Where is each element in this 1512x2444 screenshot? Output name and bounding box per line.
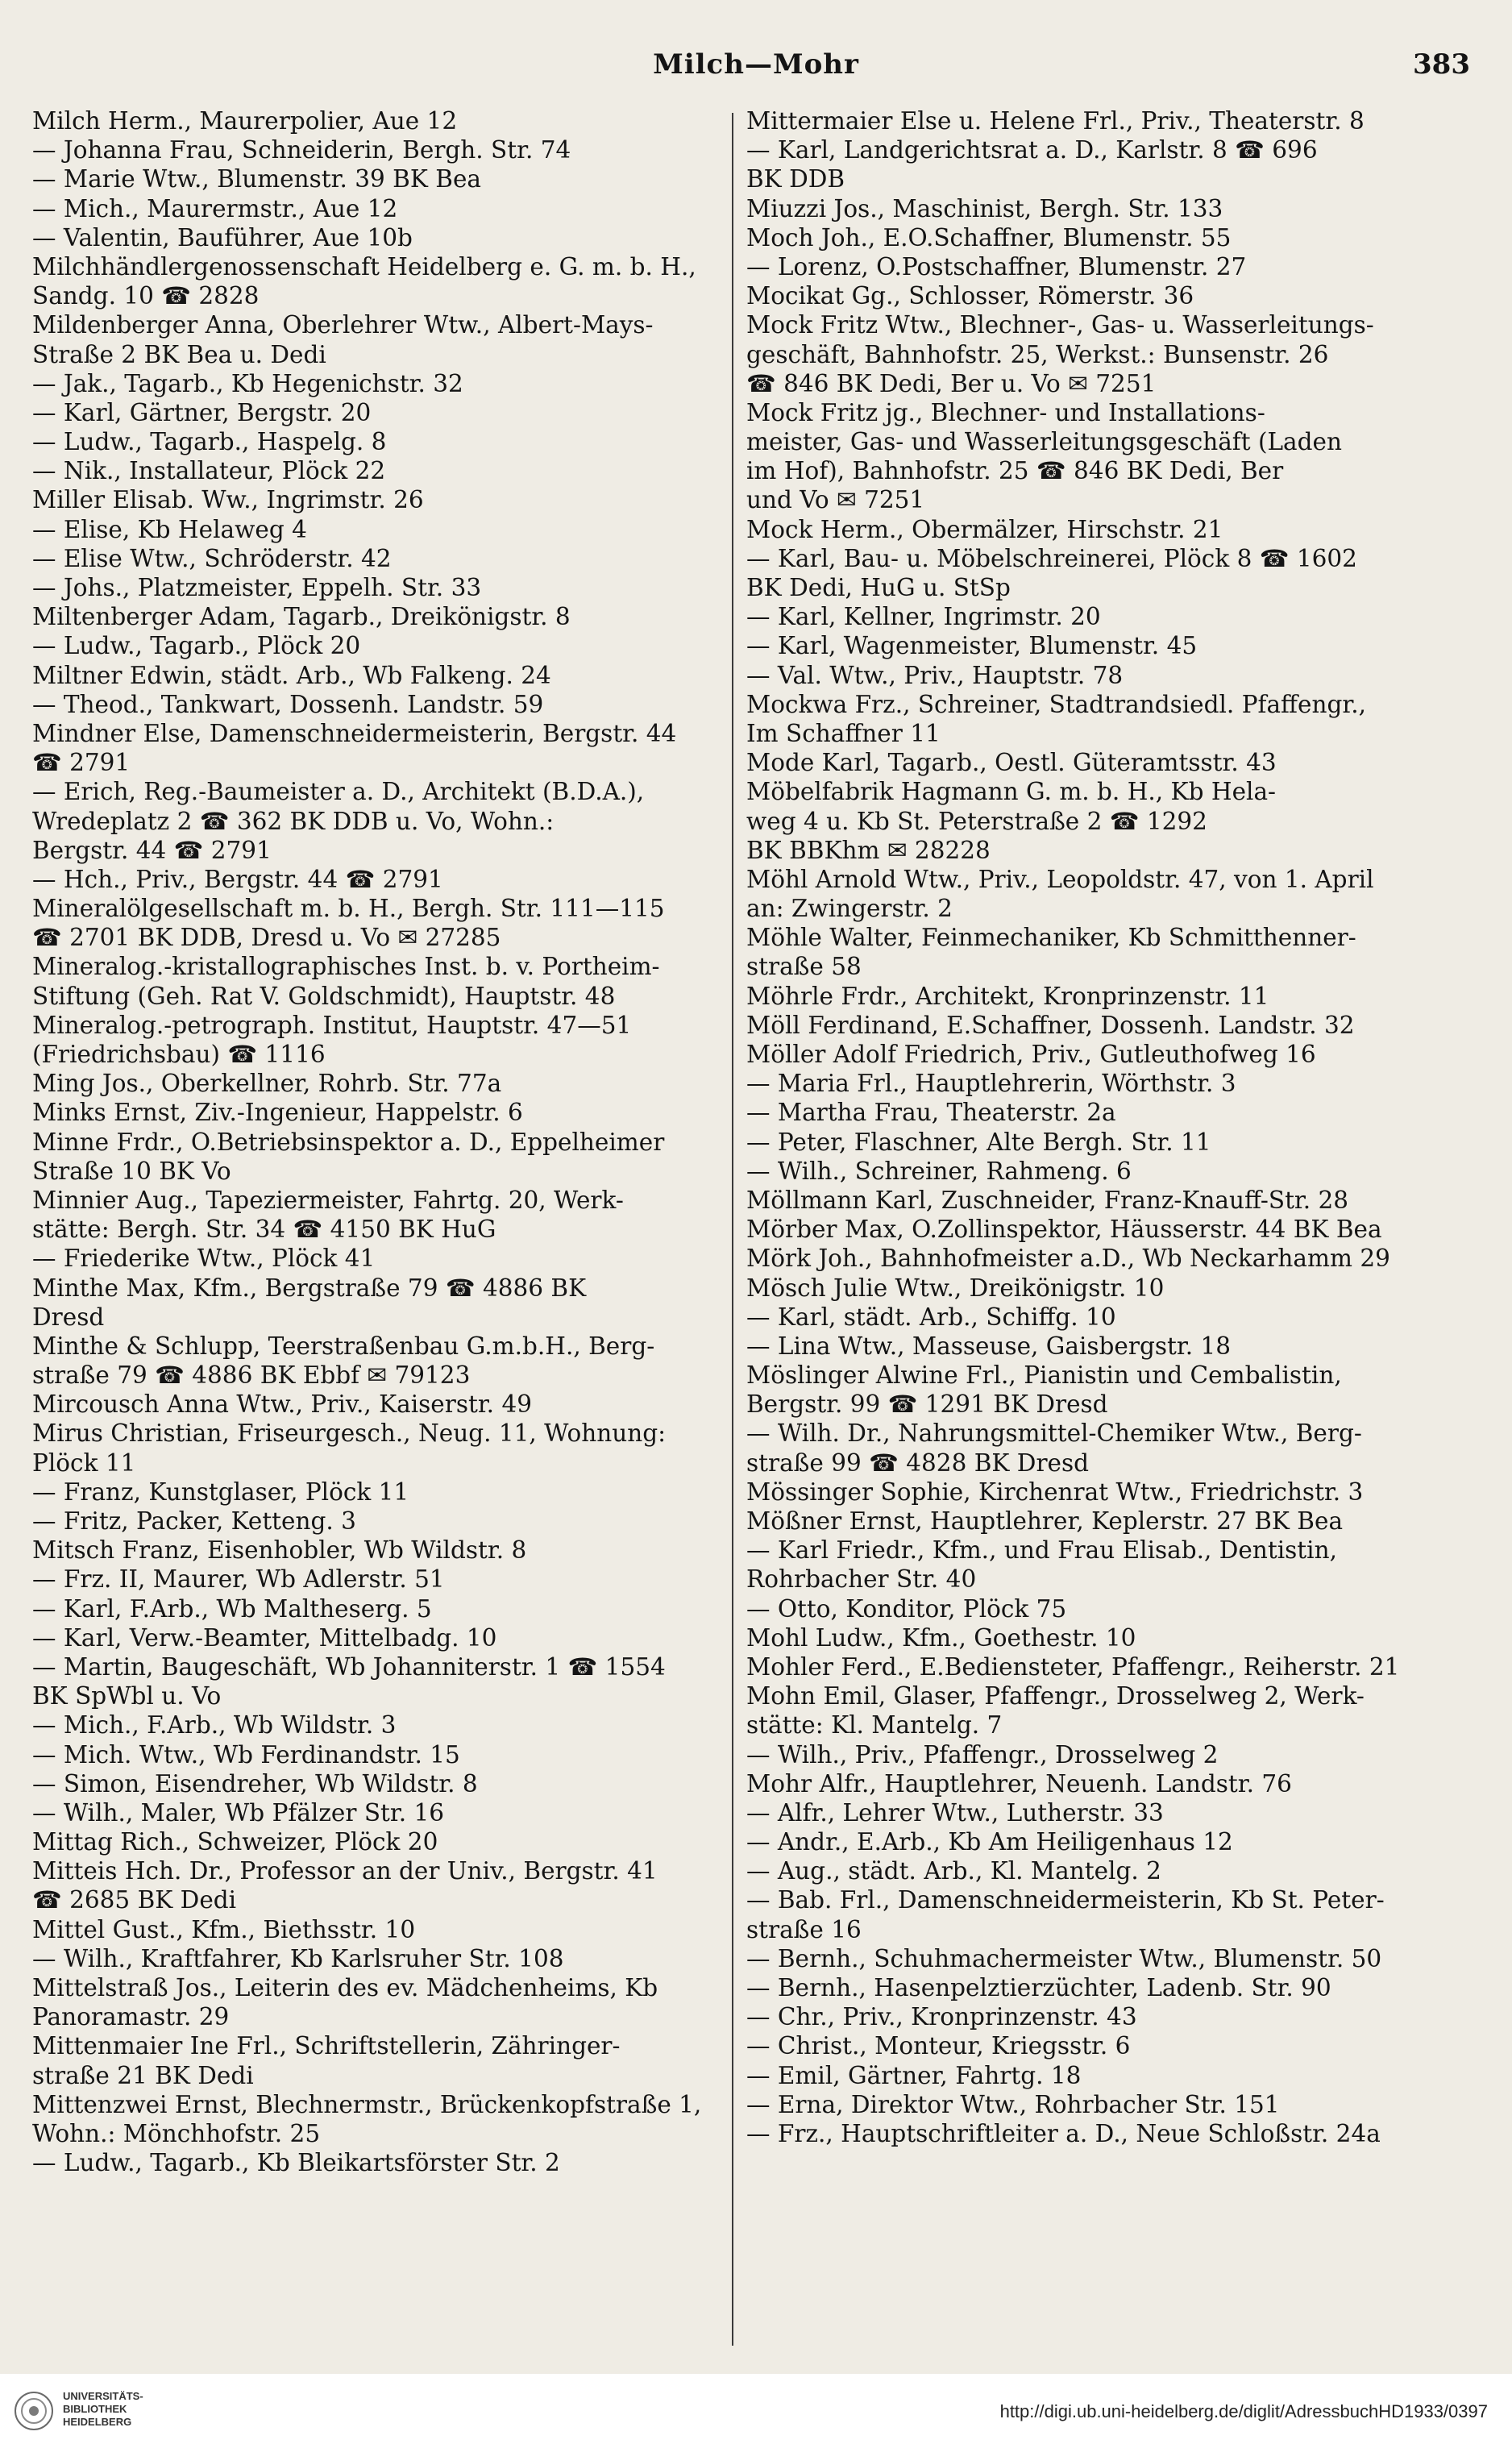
directory-entry-line: Mitsch Franz, Eisenhobler, Wb Wildstr. 8 bbox=[32, 1536, 527, 1565]
directory-entry-line: Mitteis Hch. Dr., Professor an der Univ., Bergstr. 41 bbox=[32, 1857, 658, 1885]
directory-entry-line: Ming Jos., Oberkellner, Rohrb. Str. 77a bbox=[32, 1070, 502, 1098]
directory-entry-line: — Karl Friedr., Kfm., und Frau Elisab., Dentistin, bbox=[746, 1536, 1337, 1565]
directory-entry-line: Minnier Aug., Tapeziermeister, Fahrtg. 20, Werk- bbox=[32, 1186, 624, 1214]
directory-entry-line: Im Schaffner 11 bbox=[746, 719, 941, 747]
directory-entry-line: ☎ 2701 BK DDB, Dresd u. Vo ✉ 27285 bbox=[32, 924, 501, 952]
directory-entry-line: Mock Fritz jg., Blechner- und Installations- bbox=[746, 398, 1265, 426]
directory-entry-line: Mittelstraß Jos., Leiterin des ev. Mädchenheims, Kb bbox=[32, 1974, 658, 2001]
directory-entry-line: — Peter, Flaschner, Alte Bergh. Str. 11 bbox=[746, 1128, 1211, 1156]
directory-entry-line: — Johanna Frau, Schneiderin, Bergh. Str. 74 bbox=[32, 136, 571, 164]
directory-entry-line: im Hof), Bahnhofstr. 25 ☎ 846 BK Dedi, Ber bbox=[746, 457, 1284, 485]
directory-entry-line: — Wilh., Priv., Pfaffengr., Drosselweg 2 bbox=[746, 1740, 1219, 1769]
directory-entry-line: — Karl, Verw.-Beamter, Mittelbadg. 10 bbox=[32, 1623, 497, 1652]
directory-entry-line: — Mich., Maurermstr., Aue 12 bbox=[32, 194, 398, 222]
directory-entry-line: — Maria Frl., Hauptlehrerin, Wörthstr. 3 bbox=[746, 1070, 1236, 1098]
directory-entry-line: — Bernh., Hasenpelztierzüchter, Ladenb. Str. 90 bbox=[746, 1974, 1331, 2001]
directory-entry-line: Dresd bbox=[32, 1303, 105, 1331]
directory-entry-line: — Ludw., Tagarb., Plöck 20 bbox=[32, 632, 361, 660]
directory-entry-line: Miuzzi Jos., Maschinist, Bergh. Str. 133 bbox=[746, 194, 1223, 222]
right-column bbox=[746, 106, 1456, 2148]
directory-entry-line: ☎ 2685 BK Dedi bbox=[32, 1886, 237, 1914]
directory-entry-line: Mirus Christian, Friseurgesch., Neug. 11, Wohnung: bbox=[32, 1419, 667, 1448]
library-name-line: BIBLIOTHEK bbox=[63, 2403, 127, 2415]
directory-entry-line: Stiftung (Geh. Rat V. Goldschmidt), Hauptstr. 48 bbox=[32, 982, 616, 1010]
directory-entry-line: Moch Joh., E.O.Schaffner, Blumenstr. 55 bbox=[746, 223, 1232, 251]
directory-entry-line: — Karl, Wagenmeister, Blumenstr. 45 bbox=[746, 632, 1198, 660]
directory-entry-line: — Simon, Eisendreher, Wb Wildstr. 8 bbox=[32, 1769, 478, 1798]
directory-entry-line: BK DDB bbox=[746, 165, 845, 193]
directory-entry-line: Mindner Else, Damenschneidermeisterin, Bergstr. 44 bbox=[32, 719, 677, 747]
directory-entry-line: Bergstr. 99 ☎ 1291 BK Dresd bbox=[746, 1390, 1108, 1419]
directory-entry-line: Mock Fritz Wtw., Blechner-, Gas- u. Wasserleitungs- bbox=[746, 311, 1374, 339]
directory-entry-line: — Friederike Wtw., Plöck 41 bbox=[32, 1245, 376, 1273]
directory-entry-line: — Christ., Monteur, Kriegsstr. 6 bbox=[746, 2032, 1131, 2060]
directory-entry-line: Mittag Rich., Schweizer, Plöck 20 bbox=[32, 1828, 438, 1856]
library-name-line: HEIDELBERG bbox=[63, 2416, 132, 2428]
directory-entry-line: Mittel Gust., Kfm., Biethsstr. 10 bbox=[32, 1915, 416, 1943]
footer-bar bbox=[0, 2374, 1512, 2444]
directory-entry-line: (Friedrichsbau) ☎ 1116 bbox=[32, 1041, 326, 1068]
page-number: 383 bbox=[1413, 48, 1470, 81]
directory-entry-line: Mohr Alfr., Hauptlehrer, Neuenh. Landstr. 76 bbox=[746, 1769, 1292, 1798]
directory-entry-line: Milchhändlergenossenschaft Heidelberg e. G. m. b. H., bbox=[32, 252, 696, 281]
library-name bbox=[63, 2390, 143, 2429]
directory-entry-line: Plöck 11 bbox=[32, 1449, 136, 1477]
directory-entry-line: straße 21 BK Dedi bbox=[32, 2061, 254, 2089]
directory-entry-line: — Lorenz, O.Postschaffner, Blumenstr. 27 bbox=[746, 252, 1247, 281]
directory-entry-line: — Valentin, Bauführer, Aue 10b bbox=[32, 223, 413, 251]
running-title: Milch—Mohr bbox=[653, 48, 859, 81]
directory-entry-line: Möhl Arnold Wtw., Priv., Leopoldstr. 47, von 1. April bbox=[746, 865, 1374, 893]
directory-entry-line: Mineralog.-petrograph. Institut, Hauptstr. 47—51 bbox=[32, 1011, 632, 1039]
directory-entry-line: — Elise Wtw., Schröderstr. 42 bbox=[32, 544, 392, 572]
directory-entry-line: — Franz, Kunstglaser, Plöck 11 bbox=[32, 1478, 409, 1506]
directory-entry-line: Miller Elisab. Ww., Ingrimstr. 26 bbox=[32, 486, 424, 514]
directory-entry-line: — Ludw., Tagarb., Kb Bleikartsförster Str. 2 bbox=[32, 2149, 560, 2177]
directory-entry-line: — Mich., F.Arb., Wb Wildstr. 3 bbox=[32, 1711, 397, 1739]
directory-entry-line: — Lina Wtw., Masseuse, Gaisbergstr. 18 bbox=[746, 1332, 1232, 1360]
directory-entry-line: Möslinger Alwine Frl., Pianistin und Cembalistin, bbox=[746, 1361, 1342, 1390]
directory-entry-line: — Martha Frau, Theaterstr. 2a bbox=[746, 1099, 1116, 1127]
directory-entry-line: stätte: Bergh. Str. 34 ☎ 4150 BK HuG bbox=[32, 1216, 496, 1244]
directory-entry-line: — Emil, Gärtner, Fahrtg. 18 bbox=[746, 2061, 1082, 2089]
page-header bbox=[0, 42, 1512, 90]
directory-entry-line: Bergstr. 44 ☎ 2791 bbox=[32, 836, 272, 864]
directory-entry-line: Mode Karl, Tagarb., Oestl. Güteramtsstr. 43 bbox=[746, 749, 1277, 777]
directory-entry-line: stätte: Kl. Mantelg. 7 bbox=[746, 1711, 1003, 1739]
directory-entry-line: straße 99 ☎ 4828 BK Dresd bbox=[746, 1449, 1090, 1477]
directory-entry-line: Möbelfabrik Hagmann G. m. b. H., Kb Hela- bbox=[746, 778, 1277, 806]
directory-entry-line: — Bab. Frl., Damenschneidermeisterin, Kb St. Peter- bbox=[746, 1886, 1385, 1914]
directory-entry-line: Mohler Ferd., E.Bediensteter, Pfaffengr., Reiherstr. 21 bbox=[746, 1652, 1400, 1681]
directory-entry-line: — Karl, Bau- u. Möbelschreinerei, Plöck 8 ☎ 1602 bbox=[746, 544, 1357, 572]
directory-entry-line: und Vo ✉ 7251 bbox=[746, 486, 925, 514]
left-column bbox=[32, 106, 733, 2177]
directory-entry-line: — Bernh., Schuhmachermeister Wtw., Blumenstr. 50 bbox=[746, 1944, 1382, 1972]
directory-entry-line: Mörber Max, O.Zollinspektor, Häusserstr. 44 BK Bea bbox=[746, 1216, 1382, 1244]
directory-entry-line: — Karl, Kellner, Ingrimstr. 20 bbox=[746, 603, 1101, 631]
directory-entry-line: Minthe Max, Kfm., Bergstraße 79 ☎ 4886 BK bbox=[32, 1274, 587, 1302]
directory-entry-line: — Martin, Baugeschäft, Wb Johanniterstr. 1 ☎ 1554 bbox=[32, 1652, 666, 1681]
directory-entry-line: — Mich. Wtw., Wb Ferdinandstr. 15 bbox=[32, 1740, 460, 1769]
source-url[interactable]: http://digi.ub.uni-heidelberg.de/diglit/AdressbuchHD1933/0397 bbox=[999, 2401, 1488, 2421]
directory-entry-line: — Frz. II, Maurer, Wb Adlerstr. 51 bbox=[32, 1565, 445, 1594]
library-logo-icon bbox=[15, 2392, 53, 2430]
directory-entry-line: BK BBKhm ✉ 28228 bbox=[746, 836, 991, 864]
directory-entry-line: geschäft, Bahnhofstr. 25, Werkst.: Bunsenstr. 26 bbox=[746, 340, 1329, 368]
directory-entry-line: Panoramastr. 29 bbox=[32, 2003, 230, 2031]
directory-entry-line: Minthe & Schlupp, Teerstraßenbau G.m.b.H., Berg- bbox=[32, 1332, 655, 1360]
directory-entry-line: — Otto, Konditor, Plöck 75 bbox=[746, 1594, 1067, 1623]
directory-entry-line: — Hch., Priv., Bergstr. 44 ☎ 2791 bbox=[32, 865, 443, 893]
directory-entry-line: — Erna, Direktor Wtw., Rohrbacher Str. 151 bbox=[746, 2090, 1280, 2118]
directory-entry-line: Minks Ernst, Ziv.-Ingenieur, Happelstr. 6 bbox=[32, 1099, 523, 1127]
directory-entry-line: Möllmann Karl, Zuschneider, Franz-Knauff-Str. 28 bbox=[746, 1186, 1349, 1214]
directory-entry-line: Mohl Ludw., Kfm., Goethestr. 10 bbox=[746, 1623, 1136, 1652]
directory-entry-line: Minne Frdr., O.Betriebsinspektor a. D., Eppelheimer bbox=[32, 1128, 665, 1156]
directory-entry-line: — Aug., städt. Arb., Kl. Mantelg. 2 bbox=[746, 1857, 1161, 1885]
directory-entry-line: — Wilh. Dr., Nahrungsmittel-Chemiker Wtw., Berg- bbox=[746, 1419, 1362, 1448]
directory-entry-line: straße 58 bbox=[746, 953, 862, 981]
directory-entry-line: — Fritz, Packer, Ketteng. 3 bbox=[32, 1507, 356, 1535]
directory-entry-line: Rohrbacher Str. 40 bbox=[746, 1565, 977, 1594]
directory-entry-line: Mörk Joh., Bahnhofmeister a.D., Wb Neckarhamm 29 bbox=[746, 1245, 1390, 1273]
directory-entry-line: Mohn Emil, Glaser, Pfaffengr., Drosselweg 2, Werk- bbox=[746, 1682, 1365, 1710]
directory-entry-line: Mößner Ernst, Hauptlehrer, Keplerstr. 27 BK Bea bbox=[746, 1507, 1344, 1535]
directory-entry-line: ☎ 2791 bbox=[32, 749, 131, 777]
directory-entry-line: Mittenzwei Ernst, Blechnermstr., Brückenkopfstraße 1, bbox=[32, 2090, 702, 2118]
directory-entry-line: — Jak., Tagarb., Kb Hegenichstr. 32 bbox=[32, 369, 463, 397]
directory-entry-line: — Elise, Kb Helaweg 4 bbox=[32, 515, 307, 543]
directory-entry-line: meister, Gas- und Wasserleitungsgeschäft (Laden bbox=[746, 428, 1342, 456]
directory-entry-line: Straße 10 BK Vo bbox=[32, 1157, 231, 1185]
directory-entry-line: — Marie Wtw., Blumenstr. 39 BK Bea bbox=[32, 165, 481, 193]
directory-entry-line: weg 4 u. Kb St. Peterstraße 2 ☎ 1292 bbox=[746, 807, 1207, 835]
directory-entry-line: Wredeplatz 2 ☎ 362 BK DDB u. Vo, Wohn.: bbox=[32, 807, 555, 835]
directory-entry-line: Mildenberger Anna, Oberlehrer Wtw., Albert-Mays- bbox=[32, 311, 654, 339]
directory-entry-line: Möhle Walter, Feinmechaniker, Kb Schmitthenner- bbox=[746, 924, 1356, 952]
directory-entry-line: BK SpWbl u. Vo bbox=[32, 1682, 222, 1710]
directory-entry-line: Mittenmaier Ine Frl., Schriftstellerin, Zähringer- bbox=[32, 2032, 621, 2060]
directory-entry-line: Mircousch Anna Wtw., Priv., Kaiserstr. 49 bbox=[32, 1390, 532, 1419]
directory-entry-line: — Nik., Installateur, Plöck 22 bbox=[32, 457, 386, 485]
directory-entry-line: straße 79 ☎ 4886 BK Ebbf ✉ 79123 bbox=[32, 1361, 471, 1390]
directory-entry-line: — Erich, Reg.-Baumeister a. D., Architekt (B.D.A.), bbox=[32, 778, 645, 806]
directory-entry-line: — Wilh., Kraftfahrer, Kb Karlsruher Str. 108 bbox=[32, 1944, 564, 1972]
directory-entry-line: an: Zwingerstr. 2 bbox=[746, 895, 953, 923]
directory-entry-line: Mockwa Frz., Schreiner, Stadtrandsiedl. Pfaffengr., bbox=[746, 690, 1366, 718]
directory-entry-line: Mösch Julie Wtw., Dreikönigstr. 10 bbox=[746, 1274, 1165, 1302]
directory-entry-line: — Wilh., Schreiner, Rahmeng. 6 bbox=[746, 1157, 1132, 1185]
directory-entry-line: Mocikat Gg., Schlosser, Römerstr. 36 bbox=[746, 282, 1194, 310]
directory-entry-line: straße 16 bbox=[746, 1915, 862, 1943]
directory-entry-line: — Frz., Hauptschriftleiter a. D., Neue Schloßstr. 24a bbox=[746, 2119, 1381, 2147]
directory-entry-line: — Johs., Platzmeister, Eppelh. Str. 33 bbox=[32, 574, 482, 601]
directory-entry-line: Wohn.: Mönchhofstr. 25 bbox=[32, 2119, 321, 2147]
column-divider bbox=[732, 113, 733, 2346]
directory-entry-line: — Val. Wtw., Priv., Hauptstr. 78 bbox=[746, 661, 1124, 689]
directory-entry-line: — Chr., Priv., Kronprinzenstr. 43 bbox=[746, 2003, 1137, 2031]
directory-entry-line: Mössinger Sophie, Kirchenrat Wtw., Friedrichstr. 3 bbox=[746, 1478, 1364, 1506]
directory-entry-line: — Karl, Gärtner, Bergstr. 20 bbox=[32, 398, 372, 426]
directory-entry-line: — Karl, städt. Arb., Schiffg. 10 bbox=[746, 1303, 1116, 1331]
directory-entry-line: Mock Herm., Obermälzer, Hirschstr. 21 bbox=[746, 515, 1223, 543]
directory-entry-line: — Karl, Landgerichtsrat a. D., Karlstr. 8 ☎ 696 bbox=[746, 136, 1318, 164]
directory-entry-line: Miltenberger Adam, Tagarb., Dreikönigstr. 8 bbox=[32, 603, 571, 631]
directory-entry-line: Miltner Edwin, städt. Arb., Wb Falkeng. 24 bbox=[32, 661, 551, 689]
directory-entry-line: Mineralog.-kristallographisches Inst. b. v. Portheim- bbox=[32, 953, 660, 981]
directory-entry-line: Mittermaier Else u. Helene Frl., Priv., Theaterstr. 8 bbox=[746, 107, 1365, 135]
library-name-line: UNIVERSITÄTS- bbox=[63, 2390, 143, 2402]
directory-entry-line: BK Dedi, HuG u. StSp bbox=[746, 574, 1011, 601]
directory-entry-line: Sandg. 10 ☎ 2828 bbox=[32, 282, 260, 310]
directory-entry-line: ☎ 846 BK Dedi, Ber u. Vo ✉ 7251 bbox=[746, 369, 1157, 397]
directory-entry-line: Milch Herm., Maurerpolier, Aue 12 bbox=[32, 107, 458, 135]
directory-entry-line: Möhrle Frdr., Architekt, Kronprinzenstr. 11 bbox=[746, 982, 1269, 1010]
directory-entry-line: Mineralölgesellschaft m. b. H., Bergh. Str. 111—115 bbox=[32, 895, 665, 923]
directory-entry-line: Möll Ferdinand, E.Schaffner, Dossenh. Landstr. 32 bbox=[746, 1011, 1355, 1039]
directory-entry-line: — Andr., E.Arb., Kb Am Heiligenhaus 12 bbox=[746, 1828, 1233, 1856]
directory-entry-line: Straße 2 BK Bea u. Dedi bbox=[32, 340, 326, 368]
directory-entry-line: — Alfr., Lehrer Wtw., Lutherstr. 33 bbox=[746, 1798, 1164, 1827]
directory-entry-line: — Wilh., Maler, Wb Pfälzer Str. 16 bbox=[32, 1798, 445, 1827]
directory-entry-line: — Karl, F.Arb., Wb Maltheserg. 5 bbox=[32, 1594, 432, 1623]
directory-entry-line: Möller Adolf Friedrich, Priv., Gutleuthofweg 16 bbox=[746, 1041, 1316, 1068]
directory-entry-line: — Ludw., Tagarb., Haspelg. 8 bbox=[32, 428, 387, 456]
directory-entry-line: — Theod., Tankwart, Dossenh. Landstr. 59 bbox=[32, 690, 544, 718]
